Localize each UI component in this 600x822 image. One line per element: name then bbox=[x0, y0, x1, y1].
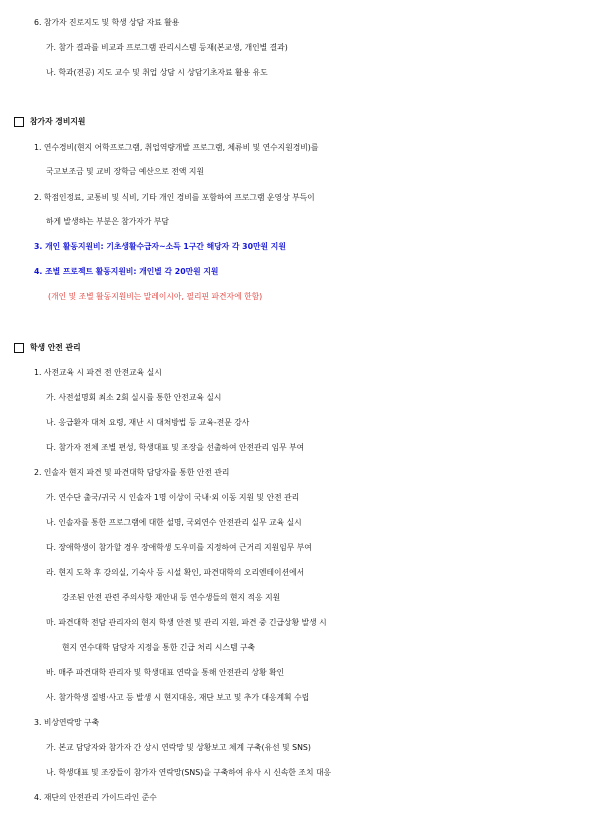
safety-item-1-da: 다. 참가자 전체 조별 편성, 학생대표 및 조장을 선출하여 안전관리 임무 부여 bbox=[46, 443, 305, 452]
safety-section-title: 학생 안전 관리 bbox=[30, 343, 81, 352]
expense-item-4: 4. 조별 프로젝트 활동지원비: 개인별 각 20만원 지원 bbox=[34, 267, 219, 276]
safety-item-3: 3. 비상연락망 구축 bbox=[34, 718, 100, 727]
expense-section-heading bbox=[14, 113, 600, 131]
expense-note: (개인 및 조별 활동지원비는 말레이시아, 필리핀 파견자에 한함) bbox=[48, 292, 263, 301]
safety-item-2-na: 나. 인솔자를 통한 프로그램에 대한 설명, 국외연수 안전관리 실무 교육 실시 bbox=[46, 518, 302, 527]
safety-item-3-na: 나. 학생대표 및 조장들이 참가자 연락망(SNS)을 구축하여 유사 시 신속한 조치 대응 bbox=[46, 768, 332, 777]
checkbox-square-icon bbox=[14, 117, 24, 127]
career-guidance-subitem-ga: 가. 참가 결과를 비교과 프로그램 관리시스템 등재(본교생, 개인별 결과) bbox=[46, 43, 288, 52]
safety-item-2-da: 다. 장애학생이 참가할 경우 장애학생 도우미를 지정하여 근거리 지원임무 부여 bbox=[46, 543, 312, 552]
expense-section-title: 참가자 경비지원 bbox=[30, 117, 86, 126]
career-guidance-subitem-na: 나. 학과(전공) 지도 교수 및 취업 상담 시 상담기초자료 활용 유도 bbox=[46, 68, 268, 77]
safety-item-2-ba: 바. 매주 파견대학 관리자 및 학생대표 연락을 통해 안전관리 상황 확인 bbox=[46, 668, 285, 677]
safety-item-3-ga: 가. 본교 담당자와 참가자 간 상시 연락망 및 상황보고 체계 구축(유선 및 SNS) bbox=[46, 743, 311, 752]
safety-item-2-ma-line-2: 현지 연수대학 담당자 지정을 통한 긴급 처리 시스템 구축 bbox=[62, 643, 256, 652]
expense-item-1-line-1: 1. 연수경비(현지 어학프로그램, 취업역량개발 프로그램, 체류비 및 연수지원경비)를 bbox=[34, 143, 319, 152]
safety-item-2-ma-line-1: 마. 파견대학 전담 관리자의 현지 학생 안전 및 관리 지원, 파견 중 긴급상황 발생 시 bbox=[46, 618, 327, 627]
safety-item-1-ga: 가. 사전설명회 최소 2회 실시를 통한 안전교육 실시 bbox=[46, 393, 222, 402]
checkbox-square-icon bbox=[14, 343, 24, 353]
safety-item-1: 1. 사전교육 시 파견 전 안전교육 실시 bbox=[34, 368, 162, 377]
safety-item-2-ra-line-1: 라. 현지 도착 후 강의실, 기숙사 등 시설 확인, 파견대학의 오리엔테이션에서 bbox=[46, 568, 305, 577]
safety-item-2-ra-line-2: 강조된 안전 관련 주의사항 재안내 등 연수생들의 현지 적응 지원 bbox=[62, 593, 281, 602]
expense-item-2-line-1: 2. 학점인정료, 교통비 및 식비, 기타 개인 경비를 포함하여 프로그램 운영상 부득이 bbox=[34, 193, 315, 202]
expense-item-2-line-2: 하게 발생하는 부분은 참가자가 부담 bbox=[46, 217, 169, 226]
safety-item-4: 4. 재단의 안전관리 가이드라인 준수 bbox=[34, 793, 157, 802]
safety-item-2-sa: 사. 참가학생 질병·사고 등 발생 시 현지대응, 재단 보고 및 추가 대응계획 수립 bbox=[46, 693, 310, 702]
safety-item-2: 2. 인솔자 현지 파견 및 파견대학 담당자를 통한 안전 관리 bbox=[34, 468, 230, 477]
safety-item-1-na: 나. 응급환자 대처 요령, 재난 시 대처방법 등 교육-전문 강사 bbox=[46, 418, 250, 427]
expense-item-1-line-2: 국고보조금 및 교비 장학금 예산으로 전액 지원 bbox=[46, 167, 204, 176]
safety-item-2-ga: 가. 연수단 출국/귀국 시 인솔자 1명 이상이 국내·외 이동 지원 및 안전 관리 bbox=[46, 493, 300, 502]
safety-section-heading bbox=[14, 339, 600, 357]
expense-item-3: 3. 개인 활동지원비: 기초생활수급자~소득 1구간 해당자 각 30만원 지원 bbox=[34, 242, 286, 251]
career-guidance-item: 6. 참가자 진로지도 및 학생 상담 자료 활용 bbox=[34, 18, 180, 27]
